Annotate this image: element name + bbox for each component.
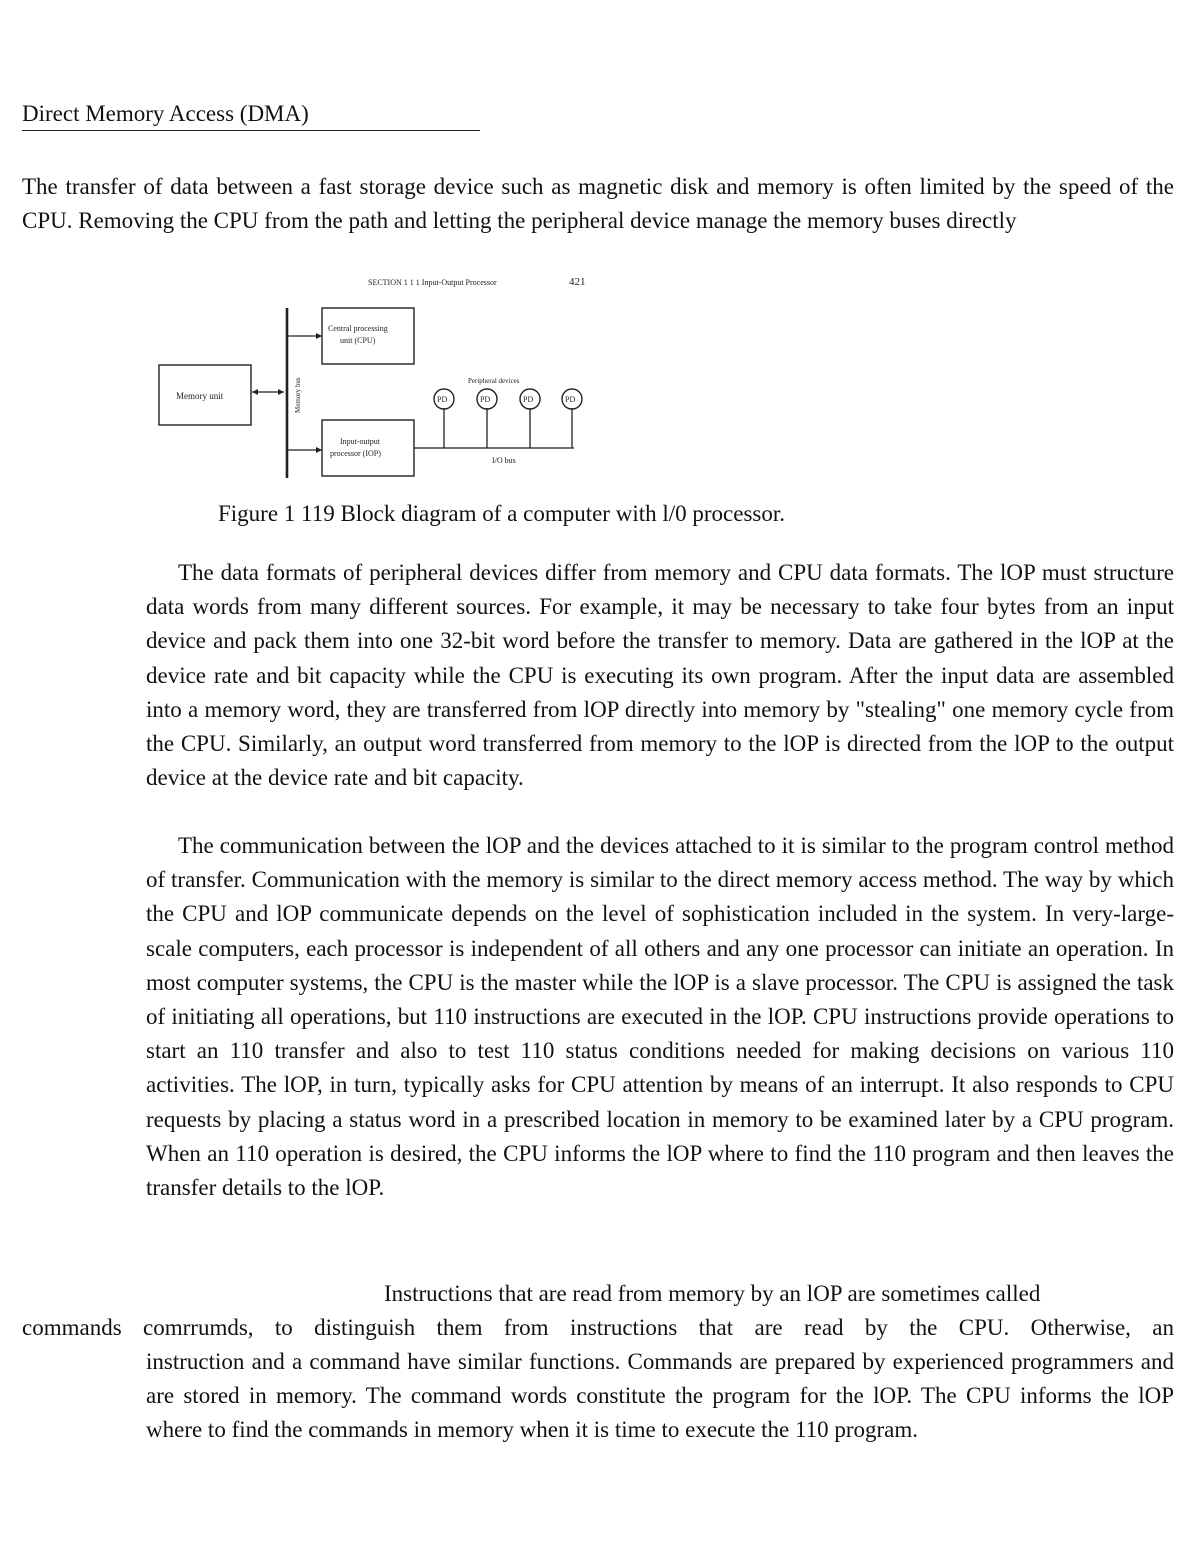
- paragraph-commands-rest: instruction and a command have similar functions. Commands are prepared by experienced programmers and are stored in memory. The command words constitute the program for the lOP. The CPU informs the lOP where to find the commands in memory when it is time to execute the 110 program.: [146, 1349, 1174, 1443]
- pd1-label: PD: [437, 395, 448, 404]
- paragraph-commands-line2: commands comrrumds, to distinguish them from instructions that are read by the CPU. Otherwise, an: [22, 1315, 1174, 1340]
- memory-bus-label: Memory bus: [294, 377, 302, 413]
- cpu-label-line2: unit (CPU): [340, 336, 376, 345]
- paragraph-communication: The communication between the lOP and the devices attached to it is similar to the program control method of transfer. Communication with the memory is similar to the direct memory access method. The way by which the CPU and lOP communicate depends on the level of sophistication included in the system. In very-large-scale computers, each processor is independent of all others and any one processor can initiate an operation. In most computer systems, the CPU is the master while the lOP is a slave processor. The CPU is assigned the task of initiating all operations, but 110 instructions are executed in the lOP. CPU instructions provide operations to start an 110 transfer and also to test 110 status conditions needed for making decisions on various 110 activities. The lOP, in turn, typically asks for CPU attention by means of an interrupt. It also responds to CPU requests by placing a status word in a prescribed location in memory to be examined later by a CPU program. When an 110 operation is desired, the CPU informs the lOP where to find the 110 program and then leaves the transfer details to the lOP.: [146, 833, 1174, 1201]
- figure-page-number: 421: [569, 276, 586, 288]
- intro-paragraph: The transfer of data between a fast storage device such as magnetic disk and memory is often limited by the speed of the CPU. Removing the CPU from the path and letting the peripheral device manage the memory buses directly: [22, 174, 1174, 234]
- iop-arrow-head: [316, 447, 322, 453]
- bus-arrow-head-left: [278, 389, 284, 395]
- memory-arrow-head: [252, 389, 258, 395]
- iop-label-line1: Input-output: [340, 437, 380, 446]
- io-bus-label: I/O bus: [492, 456, 516, 465]
- paragraph-commands-line1: Instructions that are read from memory by an lOP are sometimes called: [384, 1281, 1041, 1306]
- memory-unit-label: Memory unit: [176, 391, 224, 401]
- iop-label-line2: processor (IOP): [330, 449, 381, 458]
- paragraph-data-formats: The data formats of peripheral devices differ from memory and CPU data formats. The lOP must structure data words from many different sources. For example, it may be necessary to take four bytes from an input device and pack them into one 32-bit word before the transfer to memory. Data are gathered in the lOP at the device rate and bit capacity while the CPU is executing its own program. After the input data are assembled into a memory word, they are transferred from lOP directly into memory by "stealing" one memory cycle from the CPU. Similarly, an output word transferred from memory to the lOP is directed from the lOP to the output device at the device rate and bit capacity.: [146, 560, 1174, 791]
- pd3-label: PD: [523, 395, 534, 404]
- page-heading: Direct Memory Access (DMA): [22, 98, 480, 131]
- cpu-label-line1: Central processing: [328, 324, 388, 333]
- figure-caption: Figure 1 119 Block diagram of a computer with l/0 processor.: [218, 501, 786, 526]
- cpu-arrow-head: [316, 333, 322, 339]
- pd2-label: PD: [480, 395, 491, 404]
- figure-page-header: SECTION 1 1 1 Input-Output Processor: [368, 278, 497, 287]
- peripheral-devices-label: Peripheral devices: [468, 377, 520, 385]
- pd4-label: PD: [565, 395, 576, 404]
- block-diagram-svg: [150, 268, 610, 483]
- iop-box: [322, 420, 414, 476]
- block-diagram-figure: [150, 268, 610, 483]
